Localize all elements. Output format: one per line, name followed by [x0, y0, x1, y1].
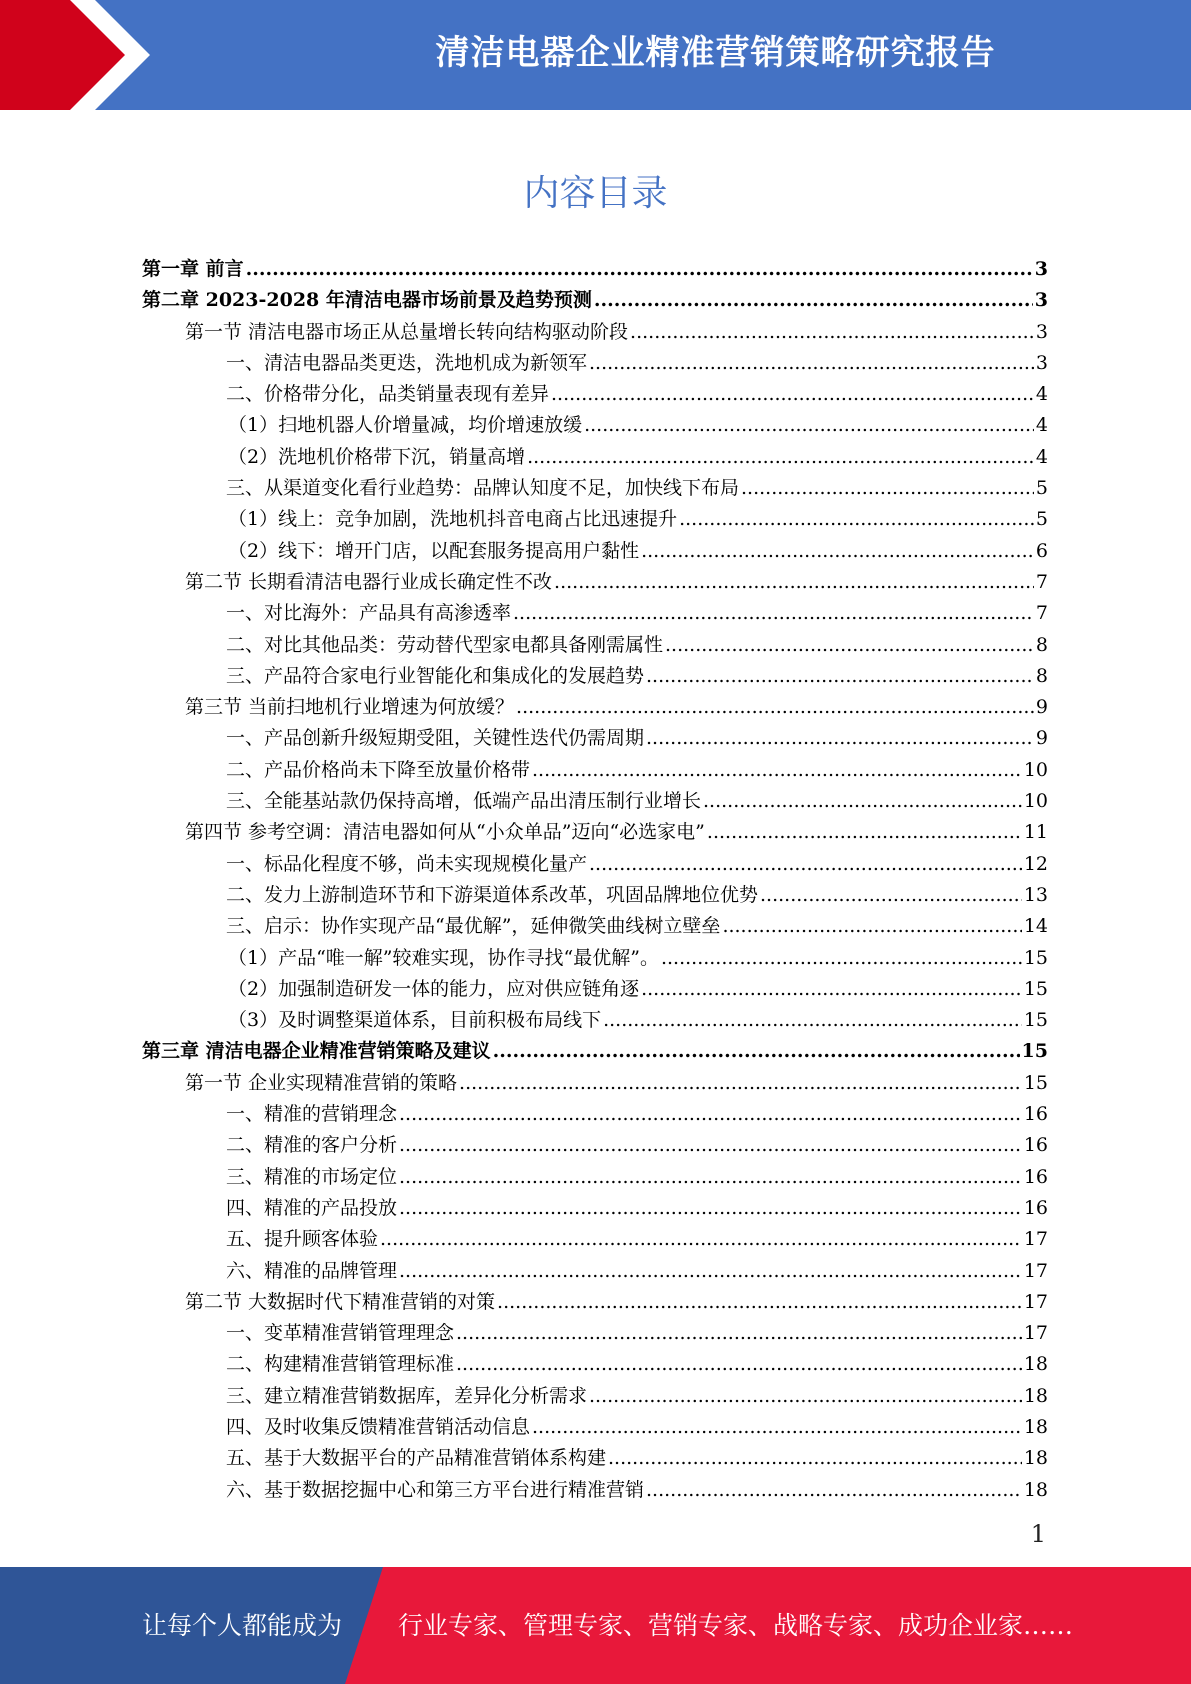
toc-entry[interactable] [142, 1287, 1048, 1318]
toc-entry-page: 18 [1023, 1478, 1048, 1501]
toc-entry[interactable] [142, 598, 1048, 629]
toc-leader-dots [551, 379, 1034, 410]
page-number: 1 [1030, 1520, 1046, 1548]
toc-entry-page: 18 [1023, 1415, 1048, 1438]
toc-entry-title: 一、变革精准营销管理理念 [226, 1322, 455, 1345]
toc-entry-title: （1）扫地机器人价增量减，均价增速放缓 [228, 414, 583, 437]
toc-entry-page: 3 [1035, 320, 1048, 343]
toc-entry[interactable] [142, 880, 1048, 911]
toc-entry-title: 一、对比海外：产品具有高渗透率 [226, 602, 512, 625]
toc-entry[interactable] [142, 1099, 1048, 1130]
toc-entry-page: 9 [1035, 727, 1048, 750]
toc-entry[interactable] [142, 254, 1048, 285]
toc-entry-title: 六、精准的品牌管理 [226, 1259, 398, 1282]
toc-entry-title: 第二节 长期看清洁电器行业成长确定性不改 [185, 570, 553, 593]
toc-entry[interactable] [142, 410, 1048, 441]
toc-entry[interactable] [142, 1224, 1048, 1255]
toc-entry[interactable] [142, 285, 1048, 316]
toc-entry-page: 17 [1023, 1290, 1048, 1313]
toc-entry-page: 5 [1035, 508, 1048, 531]
toc-leader-dots [665, 630, 1034, 661]
toc-entry[interactable] [142, 567, 1048, 598]
toc-leader-dots [456, 1349, 1022, 1380]
toc-entry[interactable] [142, 1162, 1048, 1193]
toc-heading: 内容目录 [523, 173, 668, 214]
toc-entry-page: 11 [1023, 821, 1048, 844]
toc-entry-page: 4 [1035, 383, 1048, 406]
toc-leader-dots [646, 1475, 1022, 1506]
toc-entry-title: （1）产品“唯一解”较难实现，协作寻找“最优解”。 [228, 946, 659, 969]
toc-entry-title: 三、建立精准营销数据库，差异化分析需求 [226, 1384, 588, 1407]
toc-entry-page: 3 [1035, 351, 1048, 374]
toc-entry-title: 第四节 参考空调：清洁电器如何从“小众单品”迈向“必选家电” [185, 821, 705, 844]
toc-entry-title: 二、精准的客户分析 [226, 1134, 398, 1157]
toc-leader-dots [679, 504, 1034, 535]
toc-entry-page: 16 [1023, 1196, 1048, 1219]
toc-entry-title: 三、产品符合家电行业智能化和集成化的发展趋势 [226, 664, 645, 687]
toc-entry[interactable] [142, 1318, 1048, 1349]
toc-leader-dots [456, 1318, 1022, 1349]
toc-entry-page: 15 [1023, 1071, 1048, 1094]
toc-leader-dots [589, 1381, 1022, 1412]
toc-entry-page: 14 [1023, 915, 1048, 938]
toc-leader-dots [246, 254, 1033, 285]
toc-entry[interactable] [142, 1381, 1048, 1412]
toc-entry[interactable] [142, 817, 1048, 848]
toc-entry-page: 13 [1023, 883, 1048, 906]
toc-entry-page: 16 [1023, 1103, 1048, 1126]
toc-leader-dots [703, 786, 1022, 817]
toc-leader-dots [741, 473, 1034, 504]
toc-entry[interactable] [142, 473, 1048, 504]
toc-entry-page: 5 [1035, 477, 1048, 500]
toc-entry-title: 三、启示：协作实现产品“最优解”，延伸微笑曲线树立壁垒 [226, 915, 721, 938]
toc-leader-dots [608, 1443, 1022, 1474]
toc-entry-page: 17 [1023, 1322, 1048, 1345]
toc-entry-page: 18 [1023, 1447, 1048, 1470]
toc-entry-title: （2）洗地机价格带下沉，销量高增 [228, 445, 526, 468]
toc-entry[interactable] [142, 723, 1048, 754]
toc-entry[interactable] [142, 1193, 1048, 1224]
toc-entry-page: 4 [1035, 445, 1048, 468]
toc-entry-page: 17 [1023, 1259, 1048, 1282]
toc-entry-page: 15 [1023, 946, 1048, 969]
toc-entry-title: （3）及时调整渠道体系，目前积极布局线下 [228, 1009, 602, 1032]
toc-entry-title: 二、构建精准营销管理标准 [226, 1353, 455, 1376]
toc-entry[interactable] [142, 786, 1048, 817]
toc-leader-dots [516, 692, 1034, 723]
toc-leader-dots [497, 1287, 1022, 1318]
toc-entry[interactable] [142, 1443, 1048, 1474]
toc-entry[interactable] [142, 849, 1048, 880]
toc-entry-page: 7 [1035, 570, 1048, 593]
toc-leader-dots [589, 849, 1022, 880]
toc-entry-title: 六、基于数据挖掘中心和第三方平台进行精准营销 [226, 1478, 645, 1501]
toc-entry-title: 三、全能基站款仍保持高增，低端产品出清压制行业增长 [226, 790, 702, 813]
toc-entry-title: 第二节 大数据时代下精准营销的对策 [185, 1290, 496, 1313]
toc-entry-title: 二、对比其他品类：劳动替代型家电都具备刚需属性 [226, 633, 664, 656]
toc-leader-dots [641, 974, 1022, 1005]
toc-leader-dots [399, 1256, 1022, 1287]
toc-entry-title: 一、清洁电器品类更迭，洗地机成为新领军 [226, 351, 588, 374]
toc-entry-title: 二、发力上游制造环节和下游渠道体系改革，巩固品牌地位优势 [226, 883, 759, 906]
toc-entry-page: 16 [1023, 1134, 1048, 1157]
toc-entry-title: 第一章 前言 [142, 258, 244, 280]
toc-entry[interactable] [142, 348, 1048, 379]
toc-entry-page: 10 [1023, 790, 1048, 813]
toc-entry-title: 五、基于大数据平台的产品精准营销体系构建 [226, 1447, 607, 1470]
toc-entry-page: 18 [1023, 1384, 1048, 1407]
toc-entry-title: （1）线上：竞争加剧，洗地机抖音电商占比迅速提升 [228, 508, 678, 531]
toc-leader-dots [722, 911, 1021, 942]
toc-entry[interactable] [142, 1130, 1048, 1161]
toc-entry-title: 第三章 清洁电器企业精准营销策略及建议 [142, 1040, 491, 1063]
toc-entry-page: 15 [1023, 977, 1048, 1000]
toc-entry[interactable] [142, 442, 1048, 473]
toc-entry-title: 二、产品价格尚未下降至放量价格带 [226, 758, 531, 781]
toc-leader-dots [641, 536, 1034, 567]
toc-entry-title: 四、及时收集反馈精准营销活动信息 [226, 1415, 531, 1438]
toc-entry-title: 第一节 企业实现精准营销的策略 [185, 1071, 458, 1094]
toc-leader-dots [554, 567, 1034, 598]
toc-entry-page: 17 [1023, 1228, 1048, 1251]
toc-leader-dots [399, 1130, 1022, 1161]
toc-entry-page: 8 [1035, 633, 1048, 656]
toc-entry[interactable] [142, 1036, 1048, 1067]
toc-entry[interactable] [142, 974, 1048, 1005]
toc-entry[interactable] [142, 911, 1048, 942]
toc-entry-page: 9 [1035, 696, 1048, 719]
toc-entry-title: （2）线下：增开门店，以配套服务提高用户黏性 [228, 539, 640, 562]
toc-entry[interactable] [142, 661, 1048, 692]
toc-leader-dots [630, 317, 1034, 348]
footer-slogan-left: 让每个人都能成为 [142, 1611, 343, 1640]
toc-leader-dots [532, 755, 1022, 786]
toc-leader-dots [661, 943, 1022, 974]
toc-entry[interactable] [142, 943, 1048, 974]
toc-entry-title: 五、提升顾客体验 [226, 1228, 379, 1251]
toc-leader-dots [380, 1224, 1022, 1255]
toc-entry[interactable] [142, 504, 1048, 535]
toc-leader-dots [760, 880, 1022, 911]
toc-entry-title: （2）加强制造研发一体的能力，应对供应链角逐 [228, 977, 640, 1000]
toc-leader-dots [646, 723, 1034, 754]
toc-entry[interactable] [142, 536, 1048, 567]
toc-entry[interactable] [142, 317, 1048, 348]
toc-leader-dots [646, 661, 1034, 692]
toc-entry-page: 6 [1035, 539, 1048, 562]
toc-entry-title: 一、标品化程度不够，尚未实现规模化量产 [226, 852, 588, 875]
toc-entry-title: 一、精准的营销理念 [226, 1103, 398, 1126]
toc-leader-dots [603, 1005, 1022, 1036]
toc-entry-page: 15 [1023, 1009, 1048, 1032]
toc-leader-dots [589, 348, 1034, 379]
toc-leader-dots [459, 1068, 1022, 1099]
toc-entry[interactable] [142, 755, 1048, 786]
footer-slogan-right: 行业专家、管理专家、营销专家、战略专家、成功企业家…… [398, 1611, 1074, 1640]
toc-entry[interactable] [142, 1068, 1048, 1099]
toc-entry-title: 三、精准的市场定位 [226, 1165, 398, 1188]
toc-entry-title: 第二章 2023-2028 年清洁电器市场前景及趋势预测 [142, 289, 592, 312]
toc-entry[interactable] [142, 1349, 1048, 1380]
toc-leader-dots [707, 817, 1022, 848]
toc-entry-title: 一、产品创新升级短期受阻，关键性迭代仍需周期 [226, 727, 645, 750]
toc-entry-page: 10 [1023, 758, 1048, 781]
toc-entry-page: 16 [1023, 1165, 1048, 1188]
toc-entry[interactable] [142, 630, 1048, 661]
toc-entry-title: 第一节 清洁电器市场正从总量增长转向结构驱动阶段 [185, 320, 629, 343]
toc-leader-dots [399, 1162, 1022, 1193]
toc-entry-title: 三、从渠道变化看行业趋势：品牌认知度不足，加快线下布局 [226, 477, 740, 500]
toc-leader-dots [513, 598, 1034, 629]
toc-entry[interactable] [142, 1256, 1048, 1287]
toc-entry-page: 4 [1035, 414, 1048, 437]
toc-entry-page: 12 [1023, 852, 1048, 875]
toc-entry-page: 3 [1034, 289, 1048, 312]
toc-entry[interactable] [142, 379, 1048, 410]
toc-leader-dots [584, 410, 1034, 441]
toc-entry-page: 15 [1021, 1040, 1048, 1063]
toc-leader-dots [399, 1099, 1022, 1130]
footer-banner [0, 1567, 1191, 1684]
toc-leader-dots [594, 285, 1033, 316]
header-banner [0, 0, 1191, 110]
toc-entry-title: 四、精准的产品投放 [226, 1196, 398, 1219]
toc-leader-dots [493, 1036, 1020, 1067]
toc-leader-dots [532, 1412, 1022, 1443]
toc-entry-title: 二、价格带分化，品类销量表现有差异 [226, 383, 550, 406]
toc-entry-page: 18 [1023, 1353, 1048, 1376]
toc-entry-page: 7 [1035, 602, 1048, 625]
toc-entry-page: 3 [1034, 258, 1048, 280]
toc-entry[interactable] [142, 1005, 1048, 1036]
table-of-contents [142, 254, 1048, 1506]
report-title: 清洁电器企业精准营销策略研究报告 [435, 33, 996, 73]
toc-entry-page: 8 [1035, 664, 1048, 687]
toc-leader-dots [527, 442, 1034, 473]
toc-entry[interactable] [142, 692, 1048, 723]
toc-leader-dots [399, 1193, 1022, 1224]
toc-entry-title: 第三节 当前扫地机行业增速为何放缓？ [185, 696, 515, 719]
toc-entry[interactable] [142, 1475, 1048, 1506]
toc-entry[interactable] [142, 1412, 1048, 1443]
